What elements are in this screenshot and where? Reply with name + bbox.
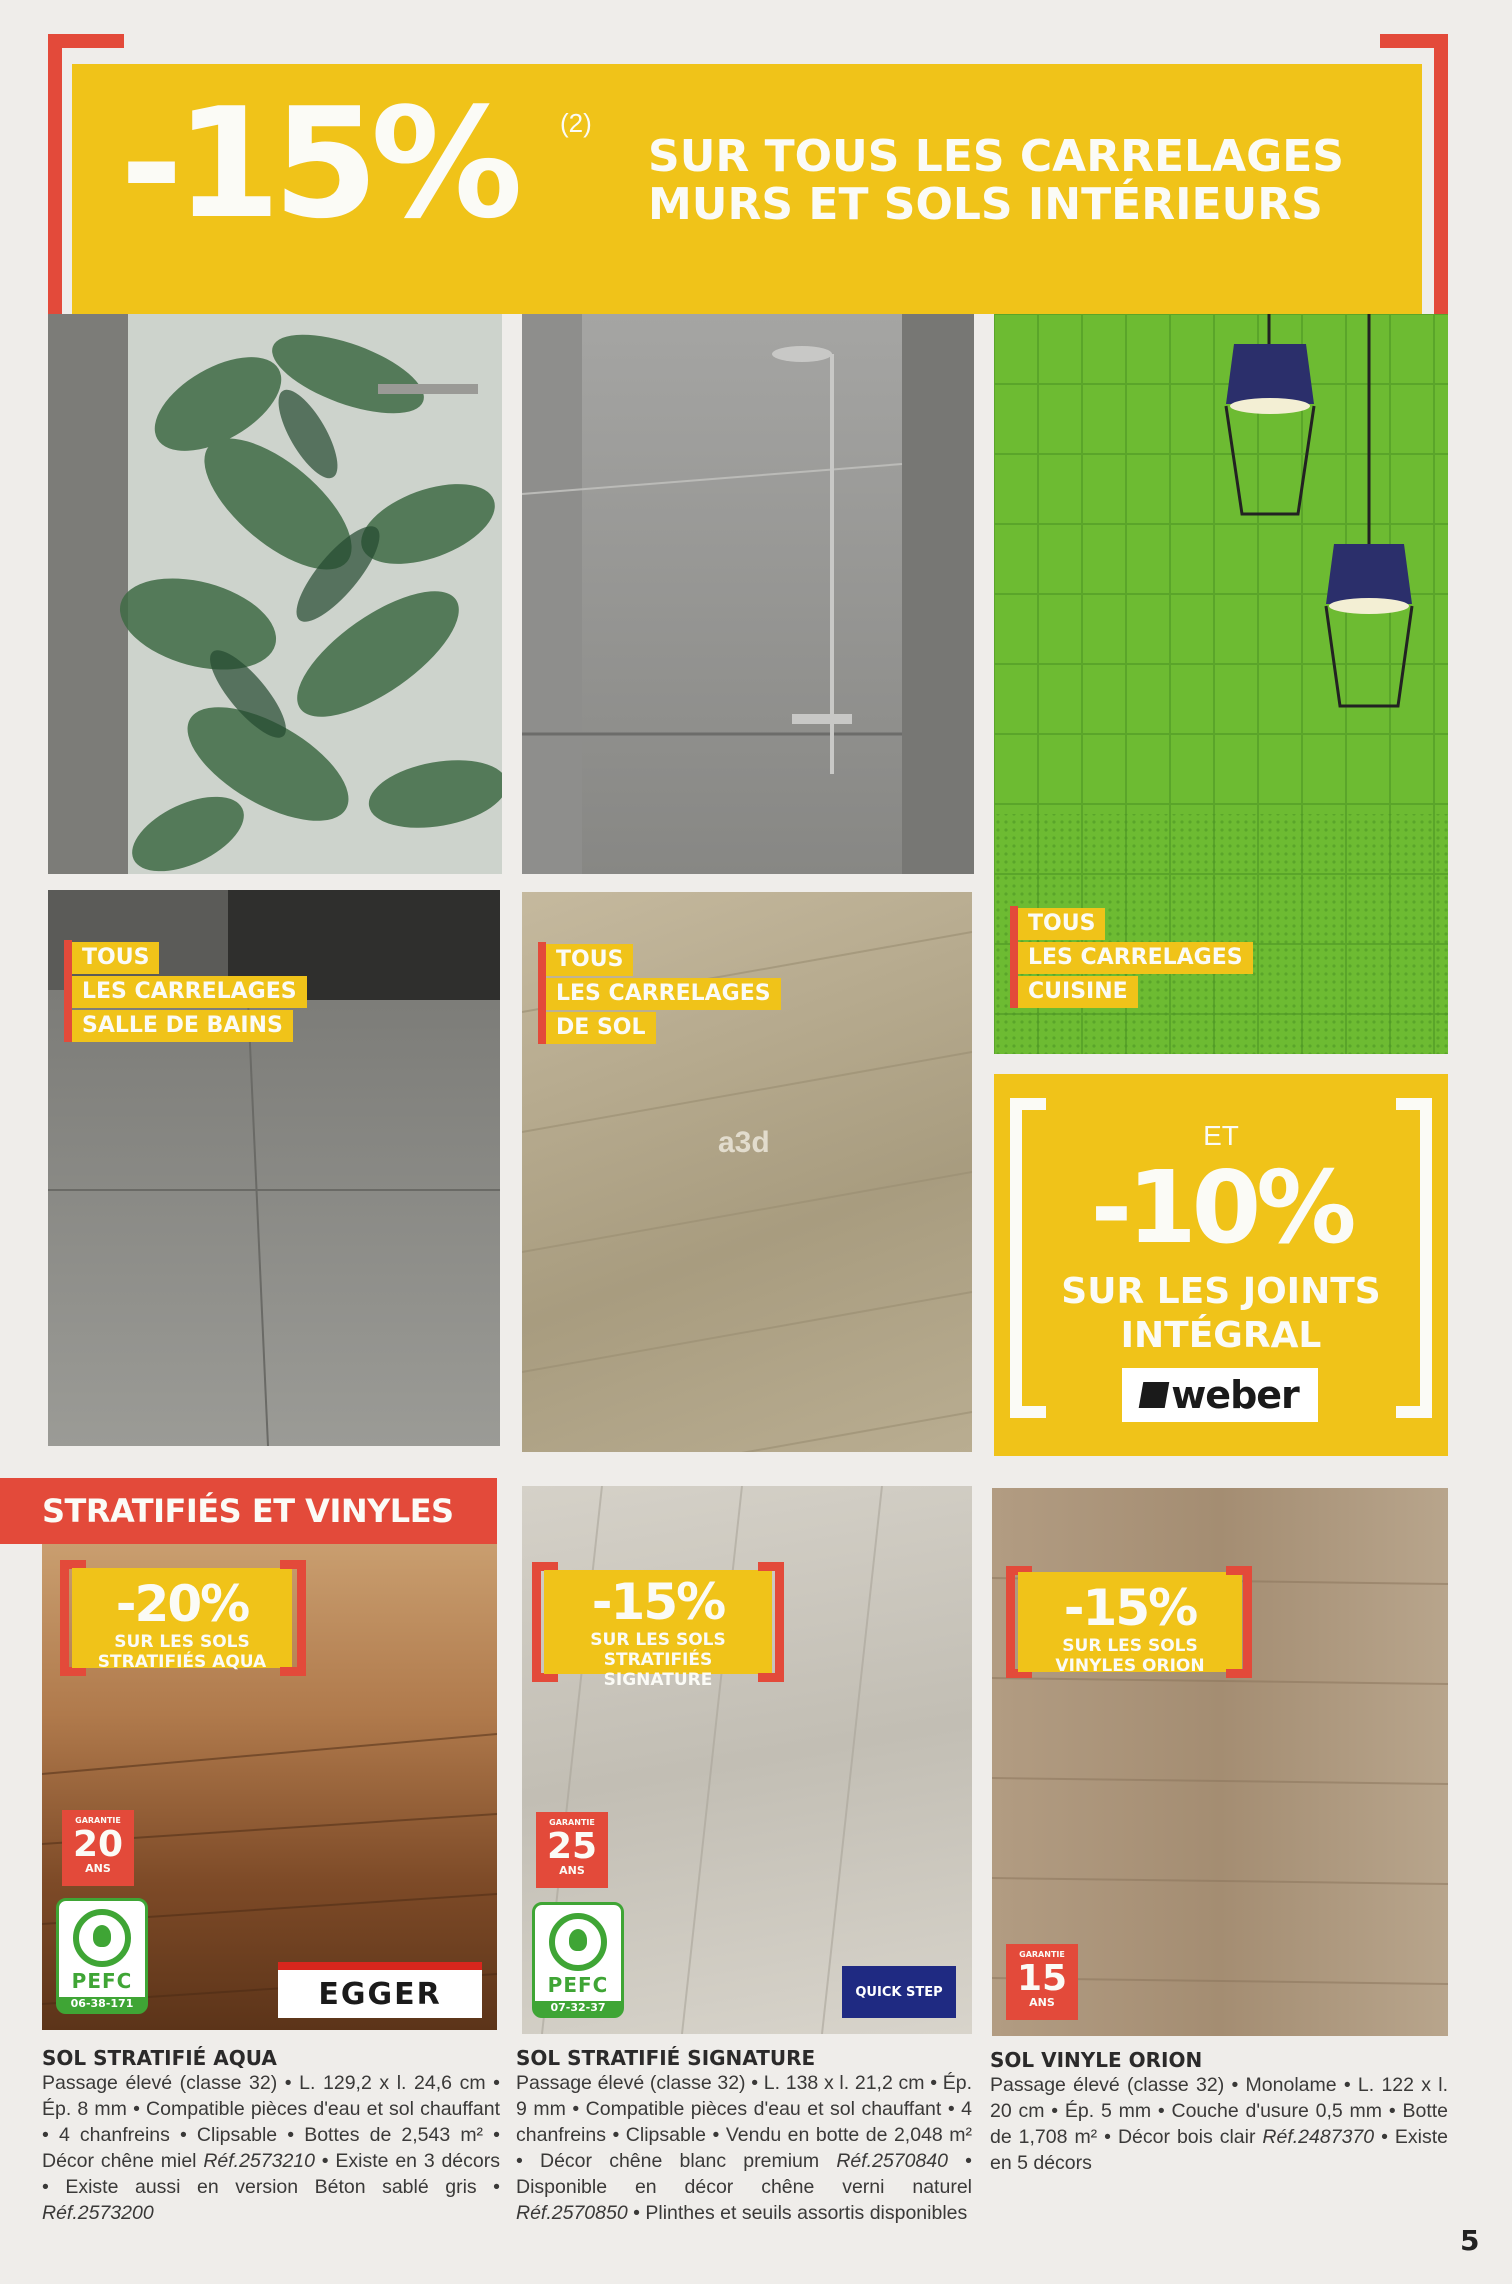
- label-floor-line-3: DE SOL: [546, 1012, 656, 1044]
- product-aqua-ref-2: Réf.2573200: [42, 2202, 154, 2224]
- label-kitchen-line-3: CUISINE: [1018, 976, 1138, 1008]
- promo-orion: [1018, 1572, 1242, 1676]
- product-aqua-ref-1: Réf.2573210: [203, 2150, 315, 2172]
- product-aqua: [42, 2046, 500, 2226]
- guarantee-badge-orion: [1006, 1944, 1078, 2020]
- promo-aqua-line-2: STRATIFIÉS AQUA: [97, 1652, 267, 1672]
- egger-logo: [278, 1962, 482, 2018]
- guarantee-badge-aqua: [62, 1810, 134, 1886]
- guarantee-orion-unit: ANS: [1029, 1996, 1055, 2009]
- guarantee-badge-signature: [536, 1812, 608, 1888]
- pefc-signature-label: PEFC: [547, 1973, 609, 1997]
- label-kitchen-line-2: LES CARRELAGES: [1018, 942, 1253, 974]
- product-orion-desc-1: Passage élevé (classe 32) • Monolame • L. 122 x l. 20 cm • Ép. 5 mm • Couche d'usure 0,5 mm • Botte de 1,708 m² • Décor bois clair: [990, 2074, 1448, 2148]
- product-aqua-desc-2: • Existe en 3 décors • Existe aussi en version Béton sablé gris •: [42, 2150, 500, 2198]
- palm-leaves-image: [48, 314, 502, 874]
- joints-promo: [994, 1074, 1448, 1456]
- joints-line-1: SUR LES JOINTS: [1061, 1271, 1381, 1312]
- joints-discount: -10%: [1090, 1149, 1352, 1266]
- weber-logo-mark: [1139, 1382, 1170, 1408]
- label-kitchen: [1010, 906, 1253, 1008]
- banner-headline: [648, 133, 1344, 229]
- pefc-aqua-code: 06-38-171: [59, 1997, 145, 2011]
- product-signature-desc-1: Passage élevé (classe 32) • L. 138 x l. 21,2 cm • Ép. 9 mm • Compatible pièces d'eau et sol chauffant • 4 chanfreins • Clipsable • Vendu en botte de 2,048 m² • Décor chêne blanc premium: [516, 2072, 972, 2172]
- label-floor-line-2: LES CARRELAGES: [546, 978, 781, 1010]
- product-aqua-desc-1: Passage élevé (classe 32) • L. 129,2 x l. 24,6 cm • Ép. 8 mm • Compatible pièces d'eau et sol chauffant • 4 chanfreins • Clipsable • Bottes de 2,543 m² • Décor chêne miel: [42, 2072, 500, 2172]
- product-orion: [990, 2048, 1448, 2176]
- joints-et: ET: [1203, 1120, 1239, 1151]
- guarantee-aqua-years: 20: [72, 1824, 124, 1865]
- product-orion-desc-2: • Existe en 5 décors: [990, 2126, 1448, 2174]
- pefc-tree-icon: [73, 1909, 131, 1967]
- promo-signature-line-1: SUR LES SOLS: [590, 1630, 726, 1650]
- product-signature-ref-1: Réf.2570840: [836, 2150, 948, 2172]
- pefc-logo-aqua: [56, 1898, 148, 2014]
- guarantee-signature-unit: ANS: [559, 1864, 585, 1877]
- label-bathroom-line-2: LES CARRELAGES: [72, 976, 307, 1008]
- promo-signature: [544, 1570, 772, 1690]
- banner-bracket-right: [1380, 34, 1448, 340]
- product-signature-ref-2: Réf.2570850: [516, 2202, 628, 2224]
- promo-orion-line-1: SUR LES SOLS: [1062, 1636, 1198, 1656]
- promo-aqua: [72, 1568, 292, 1672]
- pefc-tree-icon: [549, 1913, 607, 1971]
- banner-line-2: MURS ET SOLS INTÉRIEURS: [648, 179, 1323, 230]
- promo-aqua-line-1: SUR LES SOLS: [114, 1632, 250, 1652]
- guarantee-signature-years: 25: [546, 1826, 598, 1867]
- promo-aqua-bracket-right: [280, 1560, 306, 1676]
- product-signature-desc-2: • Disponible en décor chêne verni naturel: [516, 2150, 972, 2198]
- product-aqua-desc: [42, 2070, 500, 2226]
- promo-signature-value: -15%: [591, 1573, 725, 1631]
- label-bathroom-line-1: TOUS: [72, 942, 159, 974]
- guarantee-signature-label: GARANTIE: [549, 1818, 595, 1827]
- guarantee-aqua-unit: ANS: [85, 1862, 111, 1875]
- shower-image: [522, 314, 974, 874]
- promo-orion-value: -15%: [1063, 1579, 1197, 1637]
- promo-orion-bracket-right: [1226, 1566, 1252, 1678]
- banner-footnote: (2): [560, 108, 592, 138]
- label-bathroom: [64, 940, 307, 1042]
- section-title: STRATIFIÉS ET VINYLES: [0, 1478, 497, 1544]
- product-signature: [516, 2046, 972, 2226]
- guarantee-orion-label: GARANTIE: [1019, 1950, 1065, 1959]
- label-bathroom-line-3: SALLE DE BAINS: [72, 1010, 293, 1042]
- product-orion-title: SOL VINYLE ORION: [990, 2048, 1203, 2072]
- weber-logo-text: weber: [1171, 1373, 1299, 1417]
- promo-aqua-value: -20%: [115, 1575, 249, 1633]
- photo-tropical-wall: [48, 314, 502, 874]
- egger-logo-text: EGGER: [318, 1976, 442, 2012]
- guarantee-orion-years: 15: [1016, 1958, 1068, 1999]
- product-aqua-title: SOL STRATIFIÉ AQUA: [42, 2046, 277, 2070]
- label-floor: [538, 942, 781, 1044]
- pefc-logo-signature: [532, 1902, 624, 2018]
- product-signature-desc-3: • Plinthes et seuils assortis disponibles: [627, 2202, 968, 2224]
- label-floor-line-1: TOUS: [546, 944, 633, 976]
- pefc-signature-code: 07-32-37: [535, 2001, 621, 2015]
- joints-line-2: INTÉGRAL: [1120, 1315, 1322, 1356]
- page-number: 5: [1460, 2224, 1480, 2257]
- quickstep-logo: [842, 1966, 956, 2018]
- watermark: a3d: [718, 1126, 770, 1159]
- banner-line-1: SUR TOUS LES CARRELAGES: [648, 131, 1344, 182]
- banner-discount: -15%: [120, 75, 515, 252]
- product-orion-ref-1: Réf.2487370: [1262, 2126, 1375, 2148]
- product-signature-title: SOL STRATIFIÉ SIGNATURE: [516, 2046, 816, 2070]
- promo-signature-line-3: SIGNATURE: [603, 1670, 713, 1690]
- photo-grey-shower: [522, 314, 974, 874]
- guarantee-aqua-label: GARANTIE: [75, 1816, 121, 1825]
- product-signature-desc: [516, 2070, 972, 2226]
- promo-signature-line-2: STRATIFIÉS: [603, 1650, 713, 1670]
- product-orion-desc: [990, 2072, 1448, 2176]
- promo-signature-bracket-right: [758, 1562, 784, 1682]
- weber-logo: [1122, 1368, 1318, 1422]
- label-kitchen-line-1: TOUS: [1018, 908, 1105, 940]
- pefc-aqua-label: PEFC: [71, 1969, 133, 1993]
- quickstep-logo-text: QUICK STEP: [855, 1984, 943, 2000]
- promo-orion-line-2: VINYLES ORION: [1055, 1656, 1205, 1676]
